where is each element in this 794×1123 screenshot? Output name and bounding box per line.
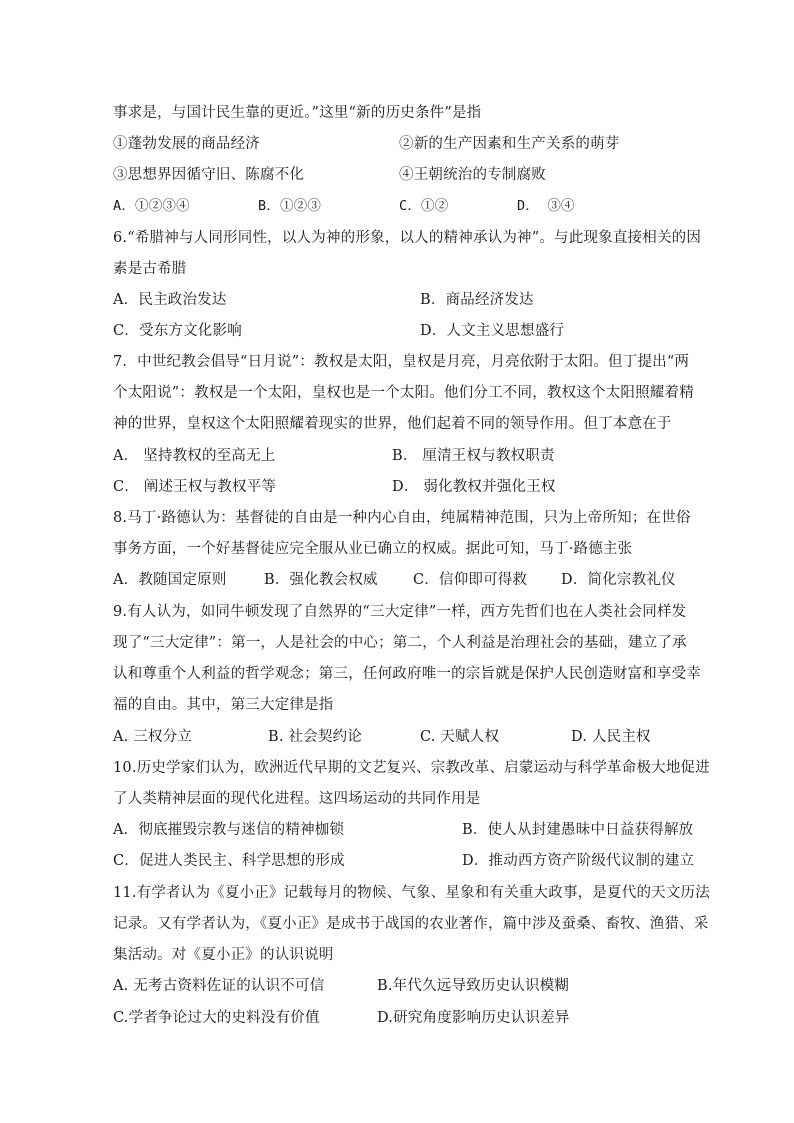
q6-option-c: C．受东方文化影响 (113, 323, 242, 339)
q10-option-a: A．彻底摧毁宗教与迷信的精神枷锁 (113, 822, 345, 838)
q5-choice-4: ④王朝统治的专制腐败 (399, 167, 546, 183)
q11-option-c: C.学者争论过大的史料没有价值 (113, 1010, 320, 1026)
q9-stem-line: 现了“三大定律”：第一，人是社会的中心；第二，个人利益是治理社会的基础，建立了承 (113, 635, 687, 651)
q7-option-c: C． 阐述王权与教权平等 (113, 479, 277, 495)
q11-option-d: D.研究角度影响历史认识差异 (377, 1010, 570, 1026)
q10-option-d: D．推动西方资产阶级代议制的建立 (462, 853, 695, 869)
q9-stem-line: 认和尊重个人利益的哲学观念；第三，任何政府唯一的宗旨就是保护人民创造财富和享受幸 (113, 666, 701, 682)
q8-stem-line: 事务方面，一个好基督徒应完全服从业已确立的权威。据此可知，马丁·路德主张 (113, 541, 633, 557)
q11-stem-line: 11.有学者认为《夏小正》记载每月的物候、气象、星象和有关重大政事，是夏代的天文历法 (113, 885, 710, 901)
q10-stem-line: 10.历史学家们认为，欧洲近代早期的文艺复兴、宗教改革、启蒙运动与科学革命极大地促进 (113, 760, 710, 776)
q5-choice-3: ③思想界因循守旧、陈腐不化 (113, 167, 305, 183)
q9-stem-line: 福的自由。其中，第三大定律是指 (113, 697, 334, 713)
q5-option-d: D． ③④ (517, 198, 575, 214)
q5-choice-2: ②新的生产因素和生产关系的萌芽 (399, 136, 620, 152)
q10-stem-line: 了人类精神层面的现代化进程。这四场运动的共同作用是 (113, 791, 481, 807)
q7-option-b: B． 厘清王权与教权职责 (392, 448, 555, 464)
q5-option-b: B．①②③ (258, 198, 322, 214)
q8-option-a: A．教随国定原则 (113, 572, 227, 588)
q9-stem-line: 9.有人认为，如同牛顿发现了自然界的“三大定律”一样，西方先哲们也在人类社会同样发 (113, 604, 687, 620)
q10-option-c: C．促进人类民主、科学思想的形成 (113, 853, 345, 869)
q11-stem-line: 集活动。对《夏小正》的认识说明 (113, 947, 334, 963)
q5-choice-1: ①蓬勃发展的商品经济 (113, 136, 260, 152)
q6-stem-line: 素是古希腊 (113, 261, 187, 277)
q5-option-a: A．①②③④ (113, 198, 190, 214)
q7-stem-line: 个太阳说”：教权是一个太阳，皇权也是一个太阳。他们分工不同，教权这个太阳照耀着精 (113, 385, 694, 401)
q6-option-b: B．商品经济发达 (420, 292, 534, 308)
q7-stem-line: 神的世界，皇权这个太阳照耀着现实的世界，他们起着不同的领导作用。但丁本意在于 (113, 416, 672, 432)
q6-option-a: A．民主政治发达 (113, 292, 227, 308)
q7-option-a: A． 坚持教权的至高无上 (113, 448, 276, 464)
q9-option-d: D. 人民主权 (571, 729, 651, 745)
q8-stem-line: 8.马丁·路德认为：基督徒的自由是一种内心自由，纯属精神范围，只为上帝所知；在世俗 (113, 510, 691, 526)
q5-stem-line: 事求是，与国计民生靠的更近。”这里“新的历史条件”是指 (113, 105, 482, 121)
q11-option-a: A. 无考古资料佐证的认识不可信 (113, 978, 325, 994)
q8-option-c: C．信仰即可得救 (413, 572, 528, 588)
q9-option-c: C. 天赋人权 (420, 729, 500, 745)
q6-option-d: D．人文主义思想盛行 (420, 323, 565, 339)
q8-option-d: D．简化宗教礼仪 (561, 572, 676, 588)
q7-stem-line: 7．中世纪教会倡导“日月说”：教权是太阳，皇权是月亮，月亮依附于太阳。但丁提出“两 (113, 354, 690, 370)
q9-option-a: A. 三权分立 (113, 729, 193, 745)
q11-stem-line: 记录。又有学者认为，《夏小正》是成书于战国的农业著作，篇中涉及蚕桑、畜牧、渔猎、采 (113, 916, 709, 932)
q6-stem-line: 6.“希腊神与人同形同性，以人为神的形象，以人的精神承认为神”。与此现象直接相关的因 (113, 230, 702, 246)
q9-option-b: B. 社会契约论 (268, 729, 362, 745)
q11-option-b: B.年代久远导致历史认识模糊 (377, 978, 570, 994)
q5-option-c: C．①② (399, 198, 449, 214)
q8-option-b: B．强化教会权威 (264, 572, 378, 588)
q7-option-d: D． 弱化教权并强化王权 (392, 479, 556, 495)
q10-option-b: B．使人从封建愚昧中日益获得解放 (462, 822, 694, 838)
